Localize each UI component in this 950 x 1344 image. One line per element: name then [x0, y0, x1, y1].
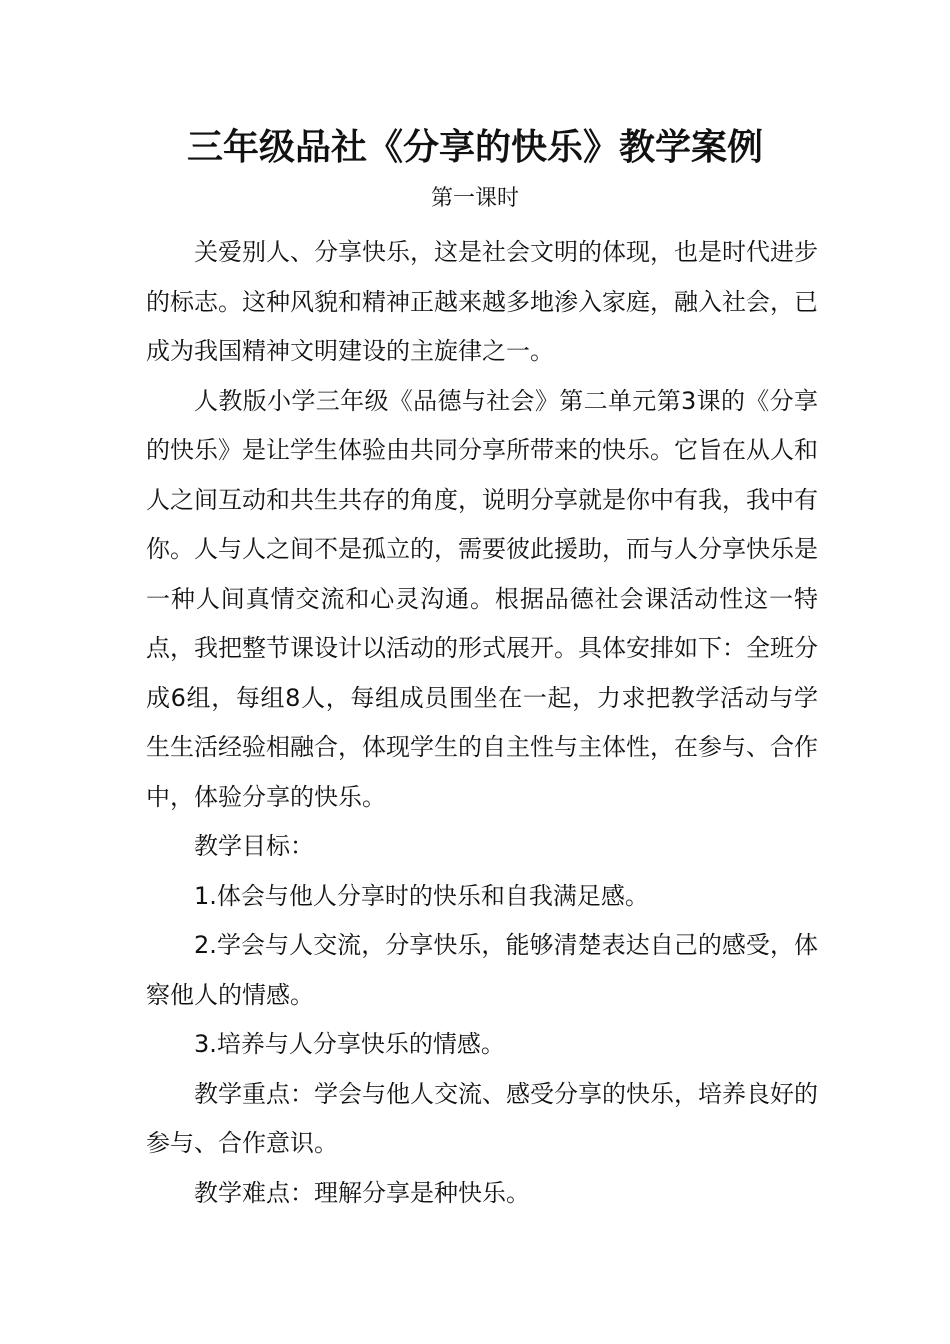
paragraph-objective-1: 1.体会与他人分享时的快乐和自我满足感。 — [194, 881, 649, 910]
paragraph-objectives-heading: 教学目标： — [194, 832, 314, 860]
paragraph-objective-3: 3.培养与人分享快乐的情感。 — [194, 1030, 505, 1058]
paragraph-intro: 关爱别人、分享快乐，这是社会文明的体现，也是时代进步的标志。这种风貌和精神正越来越多地渗入家庭，融入社会，已成为我国精神文明建设的主旋律之一。 — [146, 238, 818, 365]
paragraph-objective-2: 2.学会与人交流，分享快乐，能够清楚表达自己的感受，体察他人的情感。 — [146, 931, 818, 1009]
document-subtitle: 第一课时 — [430, 186, 519, 211]
document-title: 三年级品社《分享的快乐》教学案例 — [186, 127, 763, 168]
paragraph-lesson-design: 人教版小学三年级《品德与社会》第二单元第3课的《分享的快乐》是让学生体验由共同分享所带来的快乐。它旨在从人和人之间互动和共生共存的角度，说明分享就是你中有我，我中有你。人与人之间不是孤立的，需要彼此援助，而与人分享快乐是一种人间真情交流和心灵沟通。根据品德社会课活动性这一特点，我把整节课设计以活动的形式展开。具体安排如下：全班分成6组，每组8人，每组成员围坐在一起，力求把教学活动与学生生活经验相融合，体现学生的自主性与主体性，在参与、合作中，体验分享的快乐。 — [146, 386, 818, 811]
paragraph-difficulties: 教学难点：理解分享是种快乐。 — [194, 1178, 530, 1207]
paragraph-key-points: 教学重点：学会与他人交流、感受分享的快乐，培养良好的参与、合作意识。 — [146, 1079, 818, 1157]
document-body — [146, 228, 818, 1218]
